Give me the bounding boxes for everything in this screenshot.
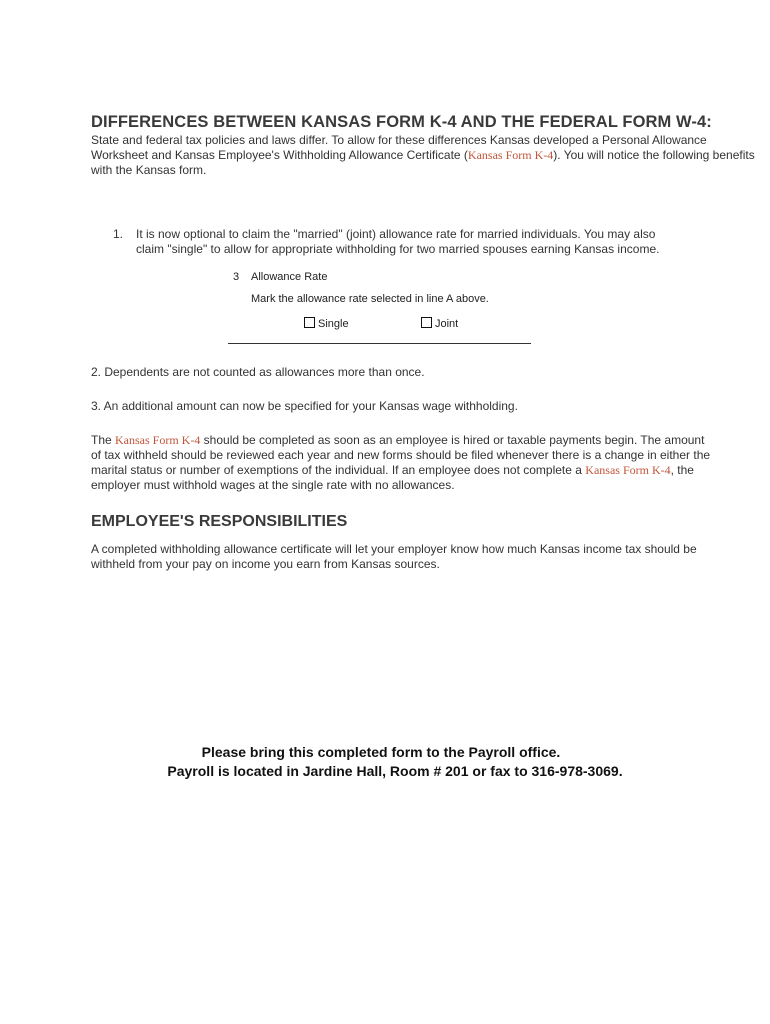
responsibilities-heading: EMPLOYEE'S RESPONSIBILITIES [91,513,348,530]
intro-paragraph [91,133,756,178]
list-item-3: 3. An additional amount can now be specified for your Kansas wage withholding. [91,399,518,413]
list-item-text: It is now optional to claim the "married" (joint) allowance rate for married individuals. You may also claim "single" to allow for appropriate withholding for two married spouses earning Kansas income. [136,227,660,256]
kansas-form-k4-link[interactable]: Kansas Form K-4 [467,148,554,162]
list-item-number: 1. [113,227,124,241]
allowance-rate-instruction: Mark the allowance rate selected in line A above. [251,293,489,305]
kansas-form-k4-link[interactable]: Kansas Form K-4 [585,463,671,477]
responsibilities-text: A completed withholding allowance certificate will let your employer know how much Kansas income tax should be withheld from your pay on income you earn from Kansas sources. [91,542,697,571]
single-option-label: Single [318,318,349,330]
form-divider [228,343,531,344]
footer-line-2: Payroll is located in Jardine Hall, Room # 201 or fax to 316-978-3069. [167,763,623,779]
single-option[interactable] [304,317,349,330]
k4-text-1: The [91,433,116,447]
page-title: DIFFERENCES BETWEEN KANSAS FORM K-4 AND THE FEDERAL FORM W-4: [91,113,712,131]
single-checkbox-icon[interactable] [304,317,315,328]
joint-option-label: Joint [435,318,459,330]
joint-checkbox-icon[interactable] [421,317,432,328]
k4-paragraph [91,433,711,493]
footer-line-1: Please bring this completed form to the Payroll office. [201,744,561,760]
allowance-rate-title: Allowance Rate [251,271,328,283]
intro-text-after: ). You will notice the following benefits with the Kansas form. [91,148,755,177]
joint-option[interactable] [421,317,458,330]
intro-text-before: State and federal tax policies and laws differ. To allow for these differences Kansas developed a Personal Allowance Worksheet and Kansas Employee's Withholding Allowance Certificate ( [91,133,707,162]
k4-text-3: , the employer must withhold wages at the single rate with no allowances. [91,463,694,492]
form-line-number: 3 [233,271,240,283]
list-item-2: 2. Dependents are not counted as allowances more than once. [91,365,425,379]
k4-text-2: should be completed as soon as an employee is hired or taxable payments begin. The amount of tax withheld should be reviewed each year and new forms should be filed whenever there is a change in either the marital status or number of exemptions of the individual. If an employee does not complete a [91,433,711,477]
kansas-form-k4-link[interactable]: Kansas Form K-4 [115,433,201,447]
